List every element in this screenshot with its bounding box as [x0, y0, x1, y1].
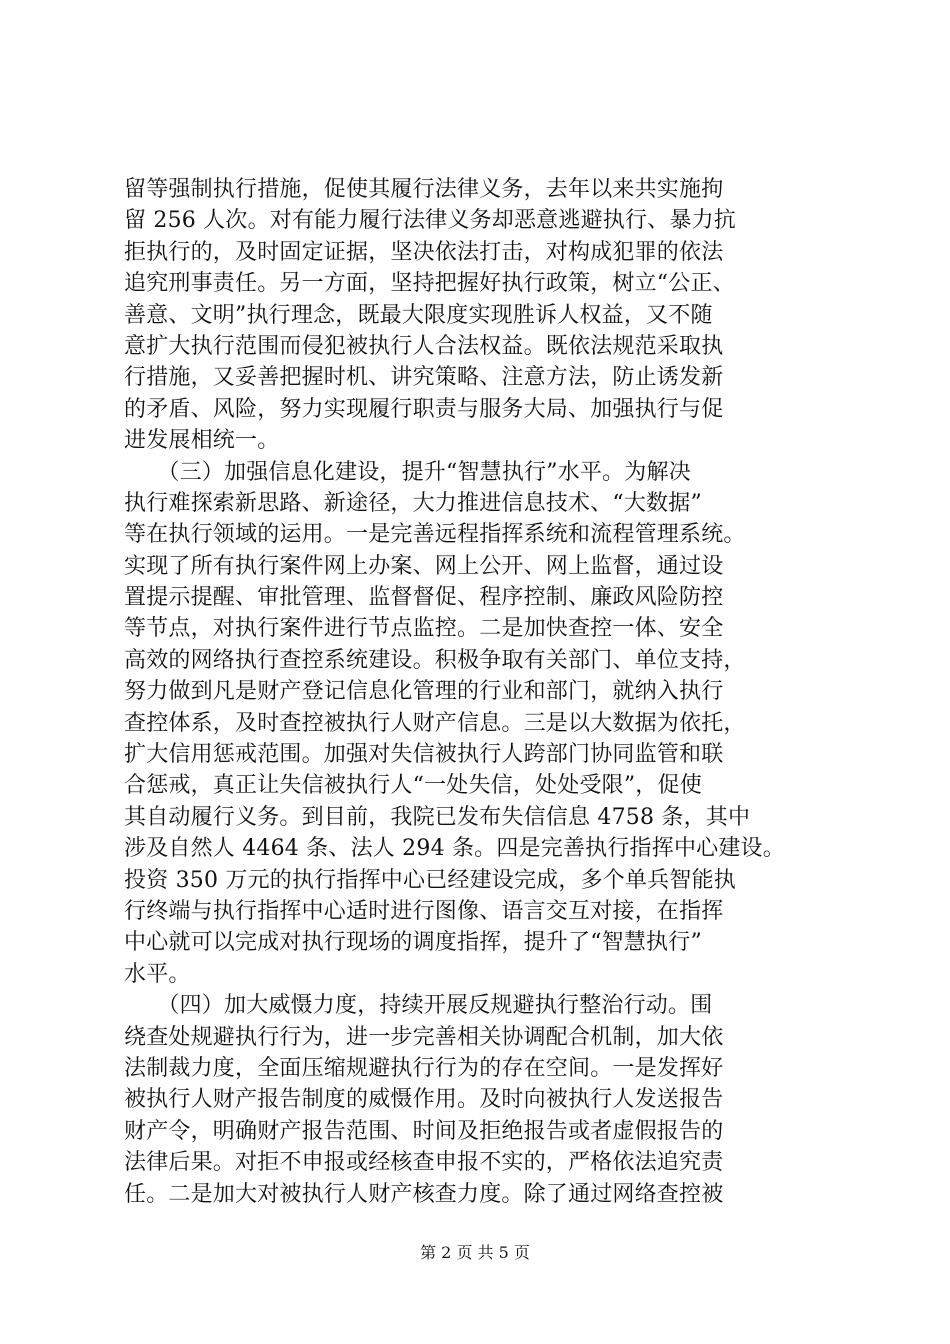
text-line: 拒执行的，及时固定证据，坚决依法打击，对构成犯罪的依法	[124, 239, 724, 265]
text-line: 留 256 人次。对有能力履行法律义务却恶意逃避执行、暴力抗	[124, 208, 736, 234]
text-line: 意扩大执行范围而侵犯被执行人合法权益。既依法规范采取执	[124, 333, 724, 359]
text-line: 的矛盾、风险，努力实现履行职责与服务大局、加强执行与促	[124, 396, 724, 422]
text-line: 执行难探索新思路、新途径，大力推进信息技术、“大数据”	[124, 490, 702, 516]
text-line: 扩大信用惩戒范围。加强对失信被执行人跨部门协同监管和联	[124, 742, 724, 768]
text-line: 涉及自然人 4464 条、法人 294 条。四是完善执行指挥中心建设。	[124, 836, 785, 862]
document-body	[124, 174, 844, 1210]
text-line: （四）加大威慑力度，持续开展反规避执行整治行动。围	[124, 993, 713, 1019]
page-footer: 第 2 页 共 5 页	[420, 1243, 530, 1262]
text-line: 合惩戒，真正让失信被执行人“一处失信，处处受限”，促使	[124, 773, 702, 799]
text-line: 置提示提醒、审批管理、监督督促、程序控制、廉政风险防控	[124, 585, 724, 611]
text-line: 高效的网络执行查控系统建设。积极争取有关部门、单位支持，	[124, 647, 746, 673]
text-line: 留等强制执行措施，促使其履行法律义务，去年以来共实施拘	[124, 177, 724, 202]
text-line: 其自动履行义务。到目前，我院已发布失信信息 4758 条，其中	[124, 804, 751, 830]
text-line: 查控体系，及时查控被执行人财产信息。三是以大数据为依托，	[124, 710, 746, 736]
text-line: 水平。	[124, 961, 191, 987]
text-line: （三）加强信息化建设，提升“智慧执行”水平。为解决	[124, 459, 691, 485]
text-line: 投资 350 万元的执行指挥中心已经建设完成，多个单兵智能执	[124, 867, 736, 893]
text-line: 等节点，对执行案件进行节点监控。二是加快查控一体、安全	[124, 616, 724, 642]
text-line: 善意、文明”执行理念，既最大限度实现胜诉人权益，又不随	[124, 302, 713, 328]
text-line: 进发展相统一。	[124, 428, 280, 454]
text-line: 追究刑事责任。另一方面，坚持把握好执行政策，树立“公正、	[124, 271, 735, 297]
text-line: 被执行人财产报告制度的威慑作用。及时向被执行人发送报告	[124, 1087, 724, 1113]
text-line: 努力做到凡是财产登记信息化管理的行业和部门，就纳入执行	[124, 679, 724, 705]
text-line: 行终端与执行指挥中心适时进行图像、语言交互对接，在指挥	[124, 898, 724, 924]
text-line: 法律后果。对拒不申报或经核查申报不实的，严格依法追究责	[124, 1150, 724, 1176]
text-line: 财产令，明确财产报告范围、时间及拒绝报告或者虚假报告的	[124, 1118, 724, 1144]
text-line: 实现了所有执行案件网上办案、网上公开、网上监督，通过设	[124, 553, 724, 579]
text-line: 中心就可以完成对执行现场的调度指挥，提升了“智慧执行”	[124, 930, 702, 956]
text-line: 法制裁力度，全面压缩规避执行行为的存在空间。一是发挥好	[124, 1055, 724, 1081]
text-line: 等在执行领域的运用。一是完善远程指挥系统和流程管理系统。	[124, 522, 746, 548]
text-line: 任。二是加大对被执行人财产核查力度。除了通过网络查控被	[124, 1181, 724, 1207]
text-line: 行措施，又妥善把握时机、讲究策略、注意方法，防止诱发新	[124, 365, 724, 391]
text-line: 绕查处规避执行行为，进一步完善相关协调配合机制，加大依	[124, 1024, 724, 1050]
